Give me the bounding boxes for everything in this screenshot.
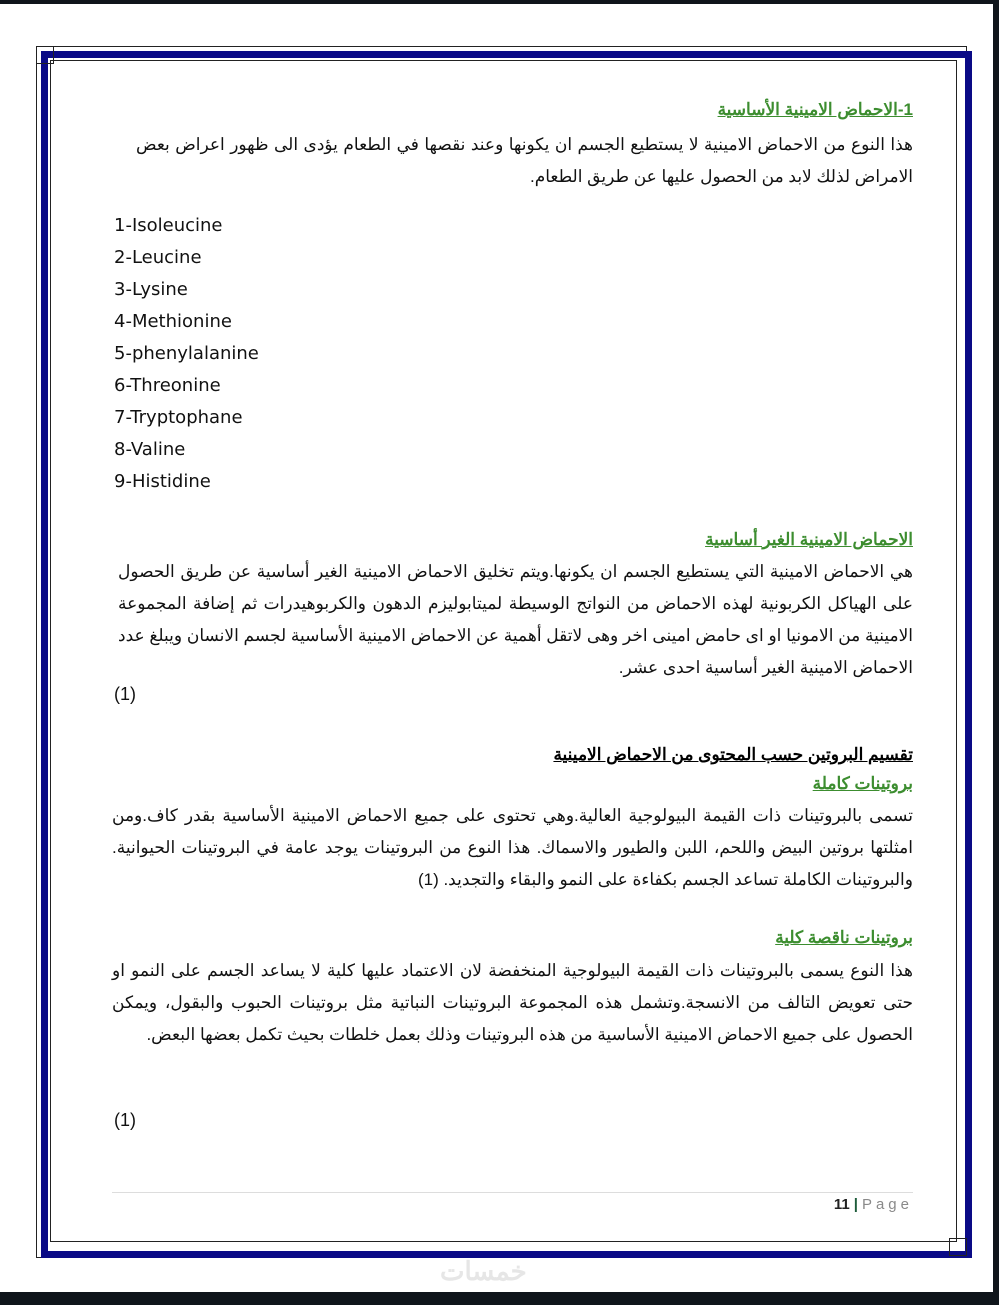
list-item: 1-Isoleucine bbox=[114, 215, 223, 236]
reference: (1) bbox=[114, 1110, 136, 1130]
paragraph-essential: هذا النوع من الاحماض الامينية لا يستطيع الجسم ان يكونها وعند نقصها في الطعام يؤدى الى ظهور اعراض بعض الامراض لذلك لابد من الحصول عليها عن طريق الطعام. bbox=[136, 135, 913, 186]
list-item: 7-Tryptophane bbox=[114, 407, 243, 428]
page-footer bbox=[834, 1196, 913, 1213]
reference: (1) bbox=[114, 684, 136, 704]
heading-essential-amino-acids: 1-الاحماض الامينية الأساسية bbox=[717, 100, 913, 119]
border-corner bbox=[36, 46, 54, 64]
list-item: 5-phenylalanine bbox=[114, 343, 259, 364]
border-corner bbox=[949, 1238, 967, 1256]
page-number: 11 bbox=[833, 1196, 850, 1213]
heading-protein-classification: تقسيم البروتين حسب المحتوى من الاحماض الامينية bbox=[553, 745, 913, 764]
list-item: 6-Threonine bbox=[114, 375, 221, 396]
footer-separator: | bbox=[853, 1196, 858, 1213]
list-item: 4-Methionine bbox=[114, 311, 232, 332]
page-label: Page bbox=[861, 1196, 913, 1213]
heading-complete-proteins: بروتينات كاملة bbox=[812, 774, 913, 793]
heading-incomplete-proteins: بروتينات ناقصة كلية bbox=[775, 928, 913, 947]
list-item: 8-Valine bbox=[114, 439, 186, 460]
heading-nonessential-amino-acids: الاحماض الامينية الغير أساسية bbox=[705, 530, 913, 549]
paragraph-complete-proteins: تسمى بالبروتينات ذات القيمة البيولوجية العالية.وهي تحتوى على جميع الاحماض الامينية الأساسية بقدر كاف.ومن امثلتها بروتين البيض واللحم، اللبن والطيور والاسماك. هذا النوع من البروتينات يوجد عامة في البروتينات الحيوانية. والبروتينات الكاملة تساعد الجسم بكفاءة على النمو والبقاء والتجديد. (1) bbox=[112, 806, 913, 889]
footer-divider bbox=[112, 1192, 913, 1193]
list-item: 2-Leucine bbox=[114, 247, 202, 268]
paragraph-incomplete-proteins: هذا النوع يسمى بالبروتينات ذات القيمة البيولوجية المنخفضة لان الاعتماد عليها كلية لا يساعد الجسم على النمو او حتى تعويض التالف من الانسجة.وتشمل هذه المجموعة البروتينات النباتية مثل بروتينات الحبوب والبقول، ويمكن الحصول على جميع الاحماض الامينية الأساسية من هذه البروتينات وذلك بعمل خلطات بحيث تكمل بعضها البعض. bbox=[112, 961, 913, 1044]
amino-acid-list bbox=[114, 210, 259, 498]
paragraph-nonessential: هي الاحماض الامينية التي يستطيع الجسم ان يكونها.ويتم تخليق الاحماض الامينية الغير أساسية عن طريق الحصول على الهياكل الكربونية لهذه الاحماض من النواتج الوسيطة لميتابوليزم الدهون والكربوهيدرات ثم إضافة المجموعة الامينية من الامونيا او اى حامض امينى اخر وهى لاتقل أهمية عن الاحماض الامينية الأساسية لجسم الانسان ويبلغ عدد الاحماض الامينية الغير أساسية احدى عشر. bbox=[118, 562, 913, 677]
document-page bbox=[0, 4, 993, 1292]
list-item: 9-Histidine bbox=[114, 471, 211, 492]
watermark: خمسات bbox=[440, 1256, 527, 1286]
list-item: 3-Lysine bbox=[114, 279, 188, 300]
